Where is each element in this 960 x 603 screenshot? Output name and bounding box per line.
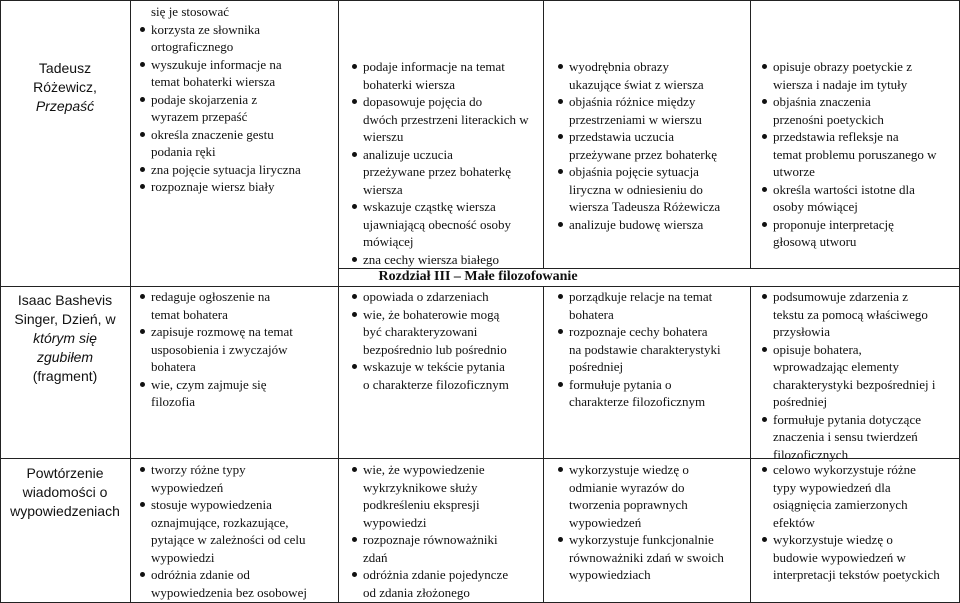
item-text: proponuje interpretację <box>773 216 894 232</box>
row-title-line: Tadeusz <box>38 60 92 76</box>
item-text: pośredniej <box>569 359 624 374</box>
item-text: wiersza i nadaje im tytuły <box>773 76 908 92</box>
item-text: formułuje pytania dotyczące <box>773 411 921 427</box>
item-text: przeżywane przez bohaterkę <box>363 164 511 179</box>
item-text: wykorzystuje wiedzę o <box>569 462 689 477</box>
item-text: ukazujące świat z wiersza <box>569 76 704 92</box>
list-item <box>349 146 541 164</box>
list-item <box>137 21 337 39</box>
list-item <box>349 251 541 269</box>
cell-r2-c0 <box>137 461 337 601</box>
item-text: określa wartości istotne dla <box>773 181 915 197</box>
list-item-continuation <box>759 479 957 497</box>
list-item <box>555 531 748 549</box>
grid-line <box>543 286 544 603</box>
item-text: efektów <box>773 514 815 530</box>
grid-line <box>750 286 751 603</box>
list-item-continuation <box>759 323 957 341</box>
row-title-line: Przepaść <box>35 98 95 114</box>
item-text: wskazuje cząstkę wiersza <box>363 199 496 214</box>
list-item-continuation <box>555 198 748 216</box>
list-item-continuation <box>759 376 957 394</box>
item-text: zna cechy wiersza białego <box>363 251 500 267</box>
item-text: celowo wykorzystuje różne <box>773 462 916 477</box>
cell-r0-c3 <box>759 58 957 251</box>
list-item <box>137 56 337 74</box>
item-text: temat problemu poruszanego w <box>773 146 937 162</box>
item-text: interpretacji tekstów poetyckich <box>773 567 940 582</box>
row-title-line: Isaac Bashevis <box>17 292 113 308</box>
item-text: ortograficznego <box>151 39 234 54</box>
item-text: objaśnia różnice między <box>569 94 696 109</box>
item-text: temat bohaterki wiersza <box>151 74 276 89</box>
grid-line <box>338 0 339 603</box>
item-text: temat bohatera <box>151 306 228 322</box>
list-item-continuation <box>759 163 957 181</box>
row-title-1 <box>4 291 126 386</box>
list-item <box>349 358 541 376</box>
item-text: bezpośrednio lub pośrednio <box>363 341 507 357</box>
item-text: podsumowuje zdarzenia z <box>773 289 909 304</box>
item-text: podania ręki <box>151 144 216 159</box>
list-item <box>137 376 337 394</box>
list-item <box>349 306 541 324</box>
grid-line <box>0 0 1 603</box>
list-item-continuation <box>137 108 337 126</box>
list-item <box>137 461 337 479</box>
list-item <box>555 323 748 341</box>
list-item-continuation <box>555 358 748 376</box>
list-item-continuation <box>349 479 541 497</box>
item-text: typy wypowiedzeń dla <box>773 479 891 495</box>
cell-r0-c1 <box>349 58 541 268</box>
item-text: od zdania złożonego <box>363 584 470 600</box>
item-text: opisuje bohatera, <box>773 341 862 357</box>
item-text: przedstawia refleksje na <box>773 129 899 144</box>
item-text: określa znaczenie gestu <box>151 126 274 142</box>
item-text: wprowadzając elementy <box>773 359 899 374</box>
list-item-continuation <box>555 549 748 567</box>
list-item <box>137 288 337 306</box>
list-item-continuation <box>137 73 337 91</box>
item-text: wie, że bohaterowie mogą <box>363 306 500 322</box>
list-item-continuation <box>349 128 541 146</box>
list-item <box>555 93 748 111</box>
grid-line <box>0 286 960 287</box>
cell-r2-c2 <box>555 461 748 584</box>
list-item-continuation <box>759 514 957 532</box>
item-text: wyszukuje informacje na <box>151 56 282 72</box>
item-text: na podstawie charakterystyki <box>569 341 721 357</box>
list-item-continuation <box>137 514 337 532</box>
list-item-continuation <box>349 216 541 234</box>
list-item-continuation <box>555 393 748 411</box>
item-text: się je stosować <box>151 4 229 19</box>
list-item <box>349 198 541 216</box>
list-item-continuation <box>137 479 337 497</box>
item-text: wypowiedzeń <box>569 514 642 530</box>
list-item-continuation <box>349 549 541 567</box>
list-item-continuation <box>137 143 337 161</box>
list-item <box>555 163 748 181</box>
item-text: oznajmujące, rozkazujące, <box>151 514 289 530</box>
list-item-continuation <box>759 549 957 567</box>
item-text: znaczenia i sensu twierdzeń <box>773 429 918 444</box>
cell-r2-c3 <box>759 461 957 584</box>
list-item <box>137 496 337 514</box>
item-text: dopasowuje pojęcia do <box>363 94 483 109</box>
cell-r1-c2 <box>555 288 748 411</box>
item-text: filozofia <box>151 394 196 409</box>
list-item <box>137 323 337 341</box>
list-item-continuation <box>349 514 541 532</box>
list-item-continuation <box>349 496 541 514</box>
list-item-continuation <box>137 393 337 411</box>
item-text: podaje informacje na temat <box>363 59 505 74</box>
section-header: Rozdział III – Małe filozofowanie <box>378 269 578 284</box>
row-title-2 <box>4 464 126 521</box>
item-text: tekstu za pomocą właściwego <box>773 306 928 322</box>
list-item-continuation <box>555 146 748 164</box>
list-item <box>759 531 957 549</box>
item-text: tworzenia poprawnych <box>569 497 688 512</box>
item-text: podkreśleniu ekspresji <box>363 497 480 512</box>
item-text: odróżnia zdanie pojedyncze <box>363 567 509 582</box>
list-item <box>349 58 541 76</box>
cell-r1-c3 <box>759 288 957 463</box>
item-text: wie, czym zajmuje się <box>151 376 267 392</box>
list-item-continuation <box>759 233 957 251</box>
list-item-continuation <box>759 358 957 376</box>
item-text: wykrzyknikowe służy <box>363 479 478 495</box>
list-item-continuation <box>137 584 337 602</box>
list-item <box>137 126 337 144</box>
item-text: korzysta ze słownika <box>151 21 261 37</box>
item-text: wypowiedzi <box>363 514 427 530</box>
list-item-continuation <box>137 341 337 359</box>
list-item <box>759 93 957 111</box>
list-item-continuation <box>137 306 337 324</box>
row-title-line: (fragment) <box>32 368 98 384</box>
list-item <box>759 128 957 146</box>
grid-line <box>130 0 131 603</box>
row-title-line: Powtórzenie <box>26 465 104 481</box>
grid-line <box>750 0 751 268</box>
list-item-continuation <box>759 428 957 446</box>
list-item-continuation <box>349 323 541 341</box>
list-item-continuation <box>555 341 748 359</box>
cell-r1-c0 <box>137 288 337 411</box>
list-item-continuation <box>759 76 957 94</box>
item-text: utworze <box>773 164 815 179</box>
list-item <box>555 376 748 394</box>
list-item-continuation <box>555 566 748 584</box>
item-text: formułuje pytania o <box>569 376 672 392</box>
item-text: objaśnia pojęcie sytuacja <box>569 164 699 179</box>
list-item <box>759 216 957 234</box>
cell-r1-c1 <box>349 288 541 393</box>
list-item-continuation <box>759 198 957 216</box>
cell-r0-c2 <box>555 58 748 233</box>
item-text: bohatera <box>151 359 196 374</box>
item-text: przestrzeniami w wierszu <box>569 111 702 127</box>
row-title-line: Różewicz, <box>33 79 97 95</box>
list-item <box>349 566 541 584</box>
list-item <box>349 531 541 549</box>
item-text: odróżnia zdanie od <box>151 567 250 582</box>
grid-line <box>0 0 960 1</box>
item-text: bohatera <box>569 306 614 322</box>
item-text: wiersza Tadeusza Różewicza <box>569 199 721 214</box>
list-item <box>555 58 748 76</box>
item-text: tworzy różne typy <box>151 462 246 477</box>
item-text: analizuje uczucia <box>363 146 453 162</box>
list-item-continuation <box>349 76 541 94</box>
list-item <box>137 178 337 196</box>
list-item-continuation <box>759 566 957 584</box>
item-text: wie, że wypowiedzenie <box>363 462 485 477</box>
item-text: osiągnięcia zamierzonych <box>773 497 908 512</box>
list-item-continuation <box>759 111 957 129</box>
item-text: stosuje wypowiedzenia <box>151 497 272 512</box>
cell-r0-c0 <box>137 3 337 196</box>
list-item-continuation <box>349 584 541 602</box>
list-item <box>349 288 541 306</box>
item-text: objaśnia znaczenia <box>773 94 871 109</box>
list-item-continuation <box>137 358 337 376</box>
list-item-continuation <box>555 76 748 94</box>
item-text: opowiada o zdarzeniach <box>363 289 489 304</box>
list-item-continuation <box>555 514 748 532</box>
list-item-continuation <box>137 549 337 567</box>
item-text: być charakteryzowani <box>363 324 478 339</box>
item-text: zna pojęcie sytuacja liryczna <box>151 161 301 177</box>
list-item <box>349 93 541 111</box>
item-text: opisuje obrazy poetyckie z <box>773 59 912 74</box>
item-text: usposobienia i zwyczajów <box>151 341 288 357</box>
list-item <box>555 461 748 479</box>
list-item-continuation <box>137 3 337 21</box>
item-text: budowie wypowiedzeń w <box>773 549 906 565</box>
item-text: przeżywane przez bohaterkę <box>569 146 717 162</box>
list-item <box>759 288 957 306</box>
item-text: liryczna w odniesieniu do <box>569 181 703 197</box>
item-text: równoważniki zdań w swoich <box>569 549 724 565</box>
item-text: pytające w zależności od celu <box>151 532 306 547</box>
list-item-continuation <box>349 181 541 199</box>
list-item <box>349 461 541 479</box>
item-text: podaje skojarzenia z <box>151 91 258 107</box>
item-text: wyrazem przepaść <box>151 109 248 124</box>
item-text: odmianie wyrazów do <box>569 479 685 495</box>
list-item-continuation <box>349 376 541 394</box>
item-text: analizuje budowę wiersza <box>569 216 704 232</box>
list-item <box>759 461 957 479</box>
item-text: redaguje ogłoszenie na <box>151 289 271 304</box>
item-text: wykorzystuje wiedzę o <box>773 532 893 547</box>
item-text: osoby mówiącej <box>773 199 858 214</box>
grid-line <box>543 0 544 268</box>
list-item-continuation <box>137 38 337 56</box>
row-title-line: zgubiłem <box>36 349 94 365</box>
list-item-continuation <box>349 233 541 251</box>
list-item-continuation <box>555 306 748 324</box>
list-item-continuation <box>759 496 957 514</box>
item-text: porządkuje relacje na temat <box>569 289 713 304</box>
item-text: dwóch przestrzeni literackich w <box>363 111 529 127</box>
list-item <box>137 566 337 584</box>
list-item <box>759 58 957 76</box>
item-text: wskazuje w tekście pytania <box>363 359 505 374</box>
cell-r2-c1 <box>349 461 541 601</box>
item-text: zdań <box>363 549 388 565</box>
list-item <box>555 128 748 146</box>
list-item <box>137 161 337 179</box>
item-text: charakterystyki bezpośredniej i <box>773 376 936 392</box>
list-item <box>555 288 748 306</box>
list-item-continuation <box>555 479 748 497</box>
row-title-line: wypowiedzeniach <box>10 503 120 519</box>
item-text: zapisuje rozmowę na temat <box>151 324 293 339</box>
list-item <box>759 181 957 199</box>
list-item <box>759 411 957 429</box>
item-text: pośredniej <box>773 394 828 409</box>
item-text: przenośni poetyckich <box>773 111 884 127</box>
list-item <box>555 216 748 234</box>
item-text: rozpoznaje cechy bohatera <box>569 324 708 339</box>
list-item-continuation <box>349 341 541 359</box>
row-title-line: wiadomości o <box>22 484 108 500</box>
item-text: rozpoznaje wiersz biały <box>151 179 275 194</box>
item-text: bohaterki wiersza <box>363 76 456 92</box>
item-text: wierszu <box>363 129 404 144</box>
list-item-continuation <box>759 393 957 411</box>
list-item-continuation <box>555 111 748 129</box>
item-text: wypowiedzi <box>151 549 215 565</box>
item-text: wiersza <box>363 181 403 197</box>
item-text: charakterze filozoficznym <box>569 394 706 409</box>
item-text: wypowiedzenia bez osobowej <box>151 584 307 600</box>
item-text: wypowiedziach <box>569 567 651 582</box>
list-item-continuation <box>349 163 541 181</box>
list-item-continuation <box>759 146 957 164</box>
item-text: wyodrębnia obrazy <box>569 59 669 74</box>
item-text: przysłowia <box>773 324 831 339</box>
row-title-0 <box>4 59 126 116</box>
item-text: rozpoznaje równoważniki <box>363 532 498 547</box>
list-item-continuation <box>759 306 957 324</box>
item-text: filozoficznych <box>773 446 849 462</box>
list-item-continuation <box>349 111 541 129</box>
row-title-line: którym się <box>33 330 97 346</box>
item-text: o charakterze filozoficznym <box>363 376 509 392</box>
list-item <box>759 341 957 359</box>
list-item-continuation <box>555 181 748 199</box>
list-item-continuation <box>555 496 748 514</box>
row-title-line: Singer, Dzień, w <box>14 311 116 327</box>
item-text: ujawniającą obecność osoby <box>363 216 512 232</box>
list-item <box>137 91 337 109</box>
item-text: wypowiedzeń <box>151 479 224 495</box>
item-text: głosową utworu <box>773 234 857 249</box>
item-text: mówiącej <box>363 234 414 249</box>
item-text: wykorzystuje funkcjonalnie <box>569 532 714 547</box>
item-text: przedstawia uczucia <box>569 129 675 144</box>
list-item-continuation <box>137 531 337 549</box>
